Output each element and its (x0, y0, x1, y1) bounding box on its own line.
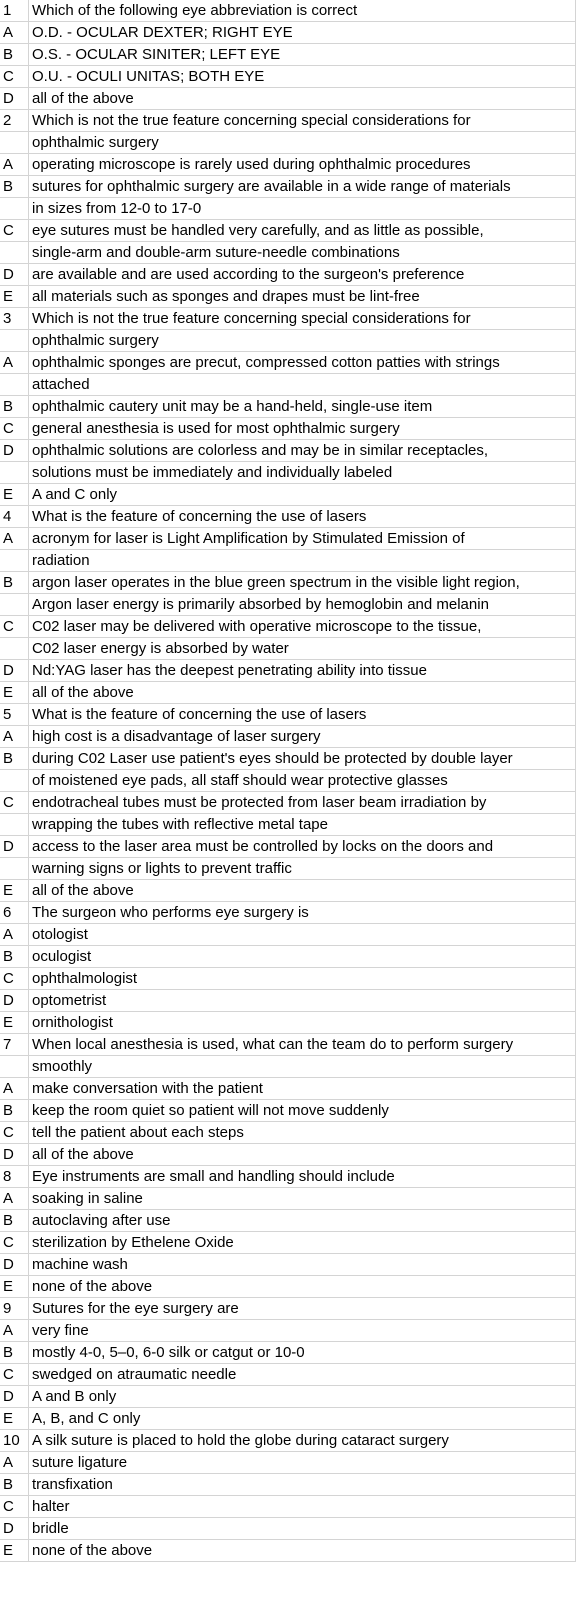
cell-question-text[interactable]: wrapping the tubes with reflective metal tape (29, 814, 576, 836)
sheet-row (0, 88, 576, 110)
sheet-row (0, 44, 576, 66)
sheet-row (0, 418, 576, 440)
sheet-row (0, 550, 576, 572)
cell-question-text[interactable]: eye sutures must be handled very carefully, and as little as possible, (29, 220, 576, 242)
cell-question-label[interactable]: E (0, 682, 29, 704)
cell-question-label[interactable]: D (0, 836, 29, 858)
cell-question-label[interactable]: 7 (0, 1034, 29, 1056)
cell-question-text[interactable]: Which is not the true feature concerning special considerations for (29, 110, 576, 132)
sheet-row (0, 792, 576, 814)
sheet-row (0, 1276, 576, 1298)
cell-question-label[interactable]: A (0, 528, 29, 550)
cell-question-label[interactable]: E (0, 286, 29, 308)
cell-question-text[interactable]: make conversation with the patient (29, 1078, 576, 1100)
cell-question-label[interactable] (0, 198, 29, 220)
cell-question-label[interactable]: C (0, 418, 29, 440)
sheet-row (0, 330, 576, 352)
sheet-row (0, 1122, 576, 1144)
sheet-row (0, 1540, 576, 1562)
cell-question-label[interactable]: C (0, 1496, 29, 1518)
sheet-row (0, 462, 576, 484)
sheet-row (0, 242, 576, 264)
cell-question-text[interactable]: keep the room quiet so patient will not move suddenly (29, 1100, 576, 1122)
cell-question-text[interactable]: access to the laser area must be controlled by locks on the doors and (29, 836, 576, 858)
cell-question-text[interactable]: warning signs or lights to prevent traffic (29, 858, 576, 880)
cell-question-text[interactable]: solutions must be immediately and individually labeled (29, 462, 576, 484)
cell-question-label[interactable]: 2 (0, 110, 29, 132)
sheet-row (0, 1254, 576, 1276)
cell-question-text[interactable]: all of the above (29, 1144, 576, 1166)
sheet-row (0, 836, 576, 858)
sheet-row (0, 220, 576, 242)
sheet-row (0, 990, 576, 1012)
cell-question-text[interactable]: soaking in saline (29, 1188, 576, 1210)
cell-question-text[interactable]: none of the above (29, 1540, 576, 1562)
cell-question-label[interactable]: D (0, 264, 29, 286)
cell-question-text[interactable]: radiation (29, 550, 576, 572)
cell-question-text[interactable]: optometrist (29, 990, 576, 1012)
sheet-row (0, 286, 576, 308)
cell-question-text[interactable]: O.D. - OCULAR DEXTER; RIGHT EYE (29, 22, 576, 44)
sheet-row (0, 396, 576, 418)
sheet-row (0, 660, 576, 682)
cell-question-label[interactable]: 3 (0, 308, 29, 330)
cell-question-label[interactable]: B (0, 748, 29, 770)
cell-question-text[interactable]: all of the above (29, 880, 576, 902)
cell-question-text[interactable]: A and C only (29, 484, 576, 506)
cell-question-label[interactable] (0, 594, 29, 616)
cell-question-label[interactable]: B (0, 1210, 29, 1232)
cell-question-label[interactable]: A (0, 1078, 29, 1100)
cell-question-text[interactable]: high cost is a disadvantage of laser surgery (29, 726, 576, 748)
sheet-row (0, 374, 576, 396)
cell-question-text[interactable]: Nd:YAG laser has the deepest penetrating ability into tissue (29, 660, 576, 682)
cell-question-text[interactable]: bridle (29, 1518, 576, 1540)
sheet-row (0, 1430, 576, 1452)
cell-question-text[interactable]: C02 laser energy is absorbed by water (29, 638, 576, 660)
cell-question-text[interactable]: ophthalmic cautery unit may be a hand-held, single-use item (29, 396, 576, 418)
sheet-row (0, 1364, 576, 1386)
cell-question-text[interactable]: general anesthesia is used for most ophthalmic surgery (29, 418, 576, 440)
cell-question-label[interactable]: C (0, 616, 29, 638)
cell-question-text[interactable]: When local anesthesia is used, what can the team do to perform surgery (29, 1034, 576, 1056)
cell-question-text[interactable]: Eye instruments are small and handling should include (29, 1166, 576, 1188)
cell-question-label[interactable]: B (0, 1474, 29, 1496)
cell-question-text[interactable]: Sutures for the eye surgery are (29, 1298, 576, 1320)
cell-question-label[interactable]: C (0, 1232, 29, 1254)
cell-question-label[interactable]: 8 (0, 1166, 29, 1188)
cell-question-text[interactable]: sterilization by Ethelene Oxide (29, 1232, 576, 1254)
sheet-row (0, 704, 576, 726)
cell-question-label[interactable]: A (0, 924, 29, 946)
cell-question-label[interactable]: A (0, 1452, 29, 1474)
sheet-row (0, 594, 576, 616)
sheet-row (0, 440, 576, 462)
sheet-row (0, 308, 576, 330)
cell-question-label[interactable]: 4 (0, 506, 29, 528)
cell-question-text[interactable]: machine wash (29, 1254, 576, 1276)
sheet-row (0, 22, 576, 44)
cell-question-text[interactable]: during C02 Laser use patient's eyes should be protected by double layer (29, 748, 576, 770)
sheet-row (0, 880, 576, 902)
cell-question-label[interactable]: D (0, 1518, 29, 1540)
cell-question-text[interactable]: none of the above (29, 1276, 576, 1298)
cell-question-text[interactable]: What is the feature of concerning the use of lasers (29, 704, 576, 726)
cell-question-label[interactable] (0, 770, 29, 792)
sheet-row (0, 1408, 576, 1430)
cell-question-label[interactable]: B (0, 946, 29, 968)
cell-question-label[interactable]: 6 (0, 902, 29, 924)
cell-question-label[interactable]: C (0, 1122, 29, 1144)
cell-question-label[interactable]: E (0, 1540, 29, 1562)
cell-question-label[interactable]: 1 (0, 0, 29, 22)
cell-question-text[interactable]: What is the feature of concerning the use of lasers (29, 506, 576, 528)
cell-question-text[interactable]: C02 laser may be delivered with operative microscope to the tissue, (29, 616, 576, 638)
sheet-row (0, 1474, 576, 1496)
cell-question-label[interactable]: B (0, 176, 29, 198)
cell-question-text[interactable]: autoclaving after use (29, 1210, 576, 1232)
sheet-row (0, 1518, 576, 1540)
sheet-row (0, 616, 576, 638)
sheet-row (0, 1144, 576, 1166)
cell-question-label[interactable] (0, 242, 29, 264)
cell-question-text[interactable]: ophthalmic solutions are colorless and may be in similar receptacles, (29, 440, 576, 462)
cell-question-text[interactable]: otologist (29, 924, 576, 946)
sheet-row (0, 924, 576, 946)
cell-question-label[interactable]: D (0, 88, 29, 110)
sheet-row (0, 1298, 576, 1320)
sheet-row (0, 770, 576, 792)
sheet-row (0, 1012, 576, 1034)
cell-question-text[interactable]: ophthalmic surgery (29, 132, 576, 154)
cell-question-label[interactable]: D (0, 990, 29, 1012)
cell-question-text[interactable]: A silk suture is placed to hold the globe during cataract surgery (29, 1430, 576, 1452)
sheet-row (0, 748, 576, 770)
cell-question-text[interactable]: Which of the following eye abbreviation is correct (29, 0, 576, 22)
sheet-row (0, 110, 576, 132)
cell-question-text[interactable]: all of the above (29, 88, 576, 110)
sheet-row (0, 528, 576, 550)
sheet-row (0, 1232, 576, 1254)
cell-question-label[interactable]: C (0, 220, 29, 242)
cell-question-text[interactable]: suture ligature (29, 1452, 576, 1474)
cell-question-label[interactable]: D (0, 440, 29, 462)
sheet-row (0, 572, 576, 594)
cell-question-label[interactable]: E (0, 484, 29, 506)
cell-question-text[interactable]: ophthalmic surgery (29, 330, 576, 352)
cell-question-text[interactable]: mostly 4-0, 5–0, 6-0 silk or catgut or 10-0 (29, 1342, 576, 1364)
cell-question-text[interactable]: swedged on atraumatic needle (29, 1364, 576, 1386)
cell-question-text[interactable]: Which is not the true feature concerning special considerations for (29, 308, 576, 330)
sheet-row (0, 726, 576, 748)
cell-question-label[interactable]: A (0, 726, 29, 748)
cell-question-text[interactable]: acronym for laser is Light Amplification by Stimulated Emission of (29, 528, 576, 550)
cell-question-label[interactable]: D (0, 1386, 29, 1408)
cell-question-label[interactable]: A (0, 1320, 29, 1342)
cell-question-label[interactable]: E (0, 1408, 29, 1430)
cell-question-label[interactable]: E (0, 1012, 29, 1034)
cell-question-text[interactable]: attached (29, 374, 576, 396)
sheet-row (0, 66, 576, 88)
sheet-row (0, 154, 576, 176)
cell-question-text[interactable]: in sizes from 12-0 to 17-0 (29, 198, 576, 220)
cell-question-text[interactable]: ornithologist (29, 1012, 576, 1034)
cell-question-text[interactable]: ophthalmic sponges are precut, compressed cotton patties with strings (29, 352, 576, 374)
cell-question-text[interactable]: sutures for ophthalmic surgery are available in a wide range of materials (29, 176, 576, 198)
cell-question-text[interactable]: halter (29, 1496, 576, 1518)
cell-question-label[interactable]: B (0, 44, 29, 66)
sheet-row (0, 132, 576, 154)
sheet-row (0, 682, 576, 704)
cell-question-label[interactable]: E (0, 880, 29, 902)
cell-question-text[interactable]: O.U. - OCULI UNITAS; BOTH EYE (29, 66, 576, 88)
cell-question-label[interactable] (0, 814, 29, 836)
sheet-row (0, 352, 576, 374)
cell-question-text[interactable]: The surgeon who performs eye surgery is (29, 902, 576, 924)
cell-question-label[interactable] (0, 550, 29, 572)
sheet-row (0, 1100, 576, 1122)
cell-question-label[interactable]: B (0, 1100, 29, 1122)
cell-question-text[interactable]: oculogist (29, 946, 576, 968)
cell-question-label[interactable]: B (0, 572, 29, 594)
sheet-row (0, 946, 576, 968)
cell-question-text[interactable]: of moistened eye pads, all staff should wear protective glasses (29, 770, 576, 792)
cell-question-label[interactable] (0, 132, 29, 154)
sheet-row (0, 1166, 576, 1188)
sheet-row (0, 506, 576, 528)
cell-question-label[interactable] (0, 858, 29, 880)
cell-question-text[interactable]: Argon laser energy is primarily absorbed by hemoglobin and melanin (29, 594, 576, 616)
sheet-row (0, 1342, 576, 1364)
cell-question-label[interactable]: E (0, 1276, 29, 1298)
cell-question-label[interactable]: C (0, 968, 29, 990)
cell-question-label[interactable]: B (0, 396, 29, 418)
sheet-row (0, 814, 576, 836)
cell-question-label[interactable]: 5 (0, 704, 29, 726)
cell-question-text[interactable]: A and B only (29, 1386, 576, 1408)
sheet-row (0, 1386, 576, 1408)
sheet-row (0, 638, 576, 660)
cell-question-text[interactable]: A, B, and C only (29, 1408, 576, 1430)
cell-question-label[interactable] (0, 462, 29, 484)
cell-question-text[interactable]: transfixation (29, 1474, 576, 1496)
sheet-row (0, 1034, 576, 1056)
cell-question-label[interactable]: C (0, 792, 29, 814)
cell-question-label[interactable]: 9 (0, 1298, 29, 1320)
cell-question-text[interactable]: ophthalmologist (29, 968, 576, 990)
cell-question-label[interactable]: 10 (0, 1430, 29, 1452)
cell-question-text[interactable]: all materials such as sponges and drapes must be lint-free (29, 286, 576, 308)
cell-question-text[interactable]: O.S. - OCULAR SINITER; LEFT EYE (29, 44, 576, 66)
sheet-row (0, 1056, 576, 1078)
cell-question-text[interactable]: very fine (29, 1320, 576, 1342)
cell-question-label[interactable] (0, 638, 29, 660)
cell-question-label[interactable]: B (0, 1342, 29, 1364)
cell-question-label[interactable]: A (0, 1188, 29, 1210)
sheet-row (0, 176, 576, 198)
cell-question-label[interactable]: C (0, 1364, 29, 1386)
sheet-row (0, 1078, 576, 1100)
cell-question-text[interactable]: argon laser operates in the blue green spectrum in the visible light region, (29, 572, 576, 594)
cell-question-label[interactable]: A (0, 352, 29, 374)
cell-question-label[interactable]: A (0, 154, 29, 176)
sheet-row (0, 902, 576, 924)
sheet-row (0, 1188, 576, 1210)
sheet-row (0, 1210, 576, 1232)
cell-question-text[interactable]: single-arm and double-arm suture-needle combinations (29, 242, 576, 264)
cell-question-text[interactable]: operating microscope is rarely used during ophthalmic procedures (29, 154, 576, 176)
cell-question-text[interactable]: are available and are used according to the surgeon's preference (29, 264, 576, 286)
sheet-row (0, 1496, 576, 1518)
cell-question-label[interactable] (0, 1056, 29, 1078)
cell-question-label[interactable]: D (0, 1144, 29, 1166)
cell-question-label[interactable] (0, 330, 29, 352)
sheet-row (0, 968, 576, 990)
cell-question-label[interactable]: C (0, 66, 29, 88)
sheet-row (0, 1452, 576, 1474)
sheet-row (0, 0, 576, 22)
sheet-row (0, 198, 576, 220)
sheet-row (0, 858, 576, 880)
sheet-row (0, 1320, 576, 1342)
sheet-row (0, 484, 576, 506)
cell-question-label[interactable] (0, 374, 29, 396)
cell-question-text[interactable]: all of the above (29, 682, 576, 704)
cell-question-text[interactable]: tell the patient about each steps (29, 1122, 576, 1144)
cell-question-label[interactable]: D (0, 660, 29, 682)
sheet-row (0, 264, 576, 286)
cell-question-text[interactable]: endotracheal tubes must be protected from laser beam irradiation by (29, 792, 576, 814)
cell-question-text[interactable]: smoothly (29, 1056, 576, 1078)
cell-question-label[interactable]: D (0, 1254, 29, 1276)
cell-question-label[interactable]: A (0, 22, 29, 44)
